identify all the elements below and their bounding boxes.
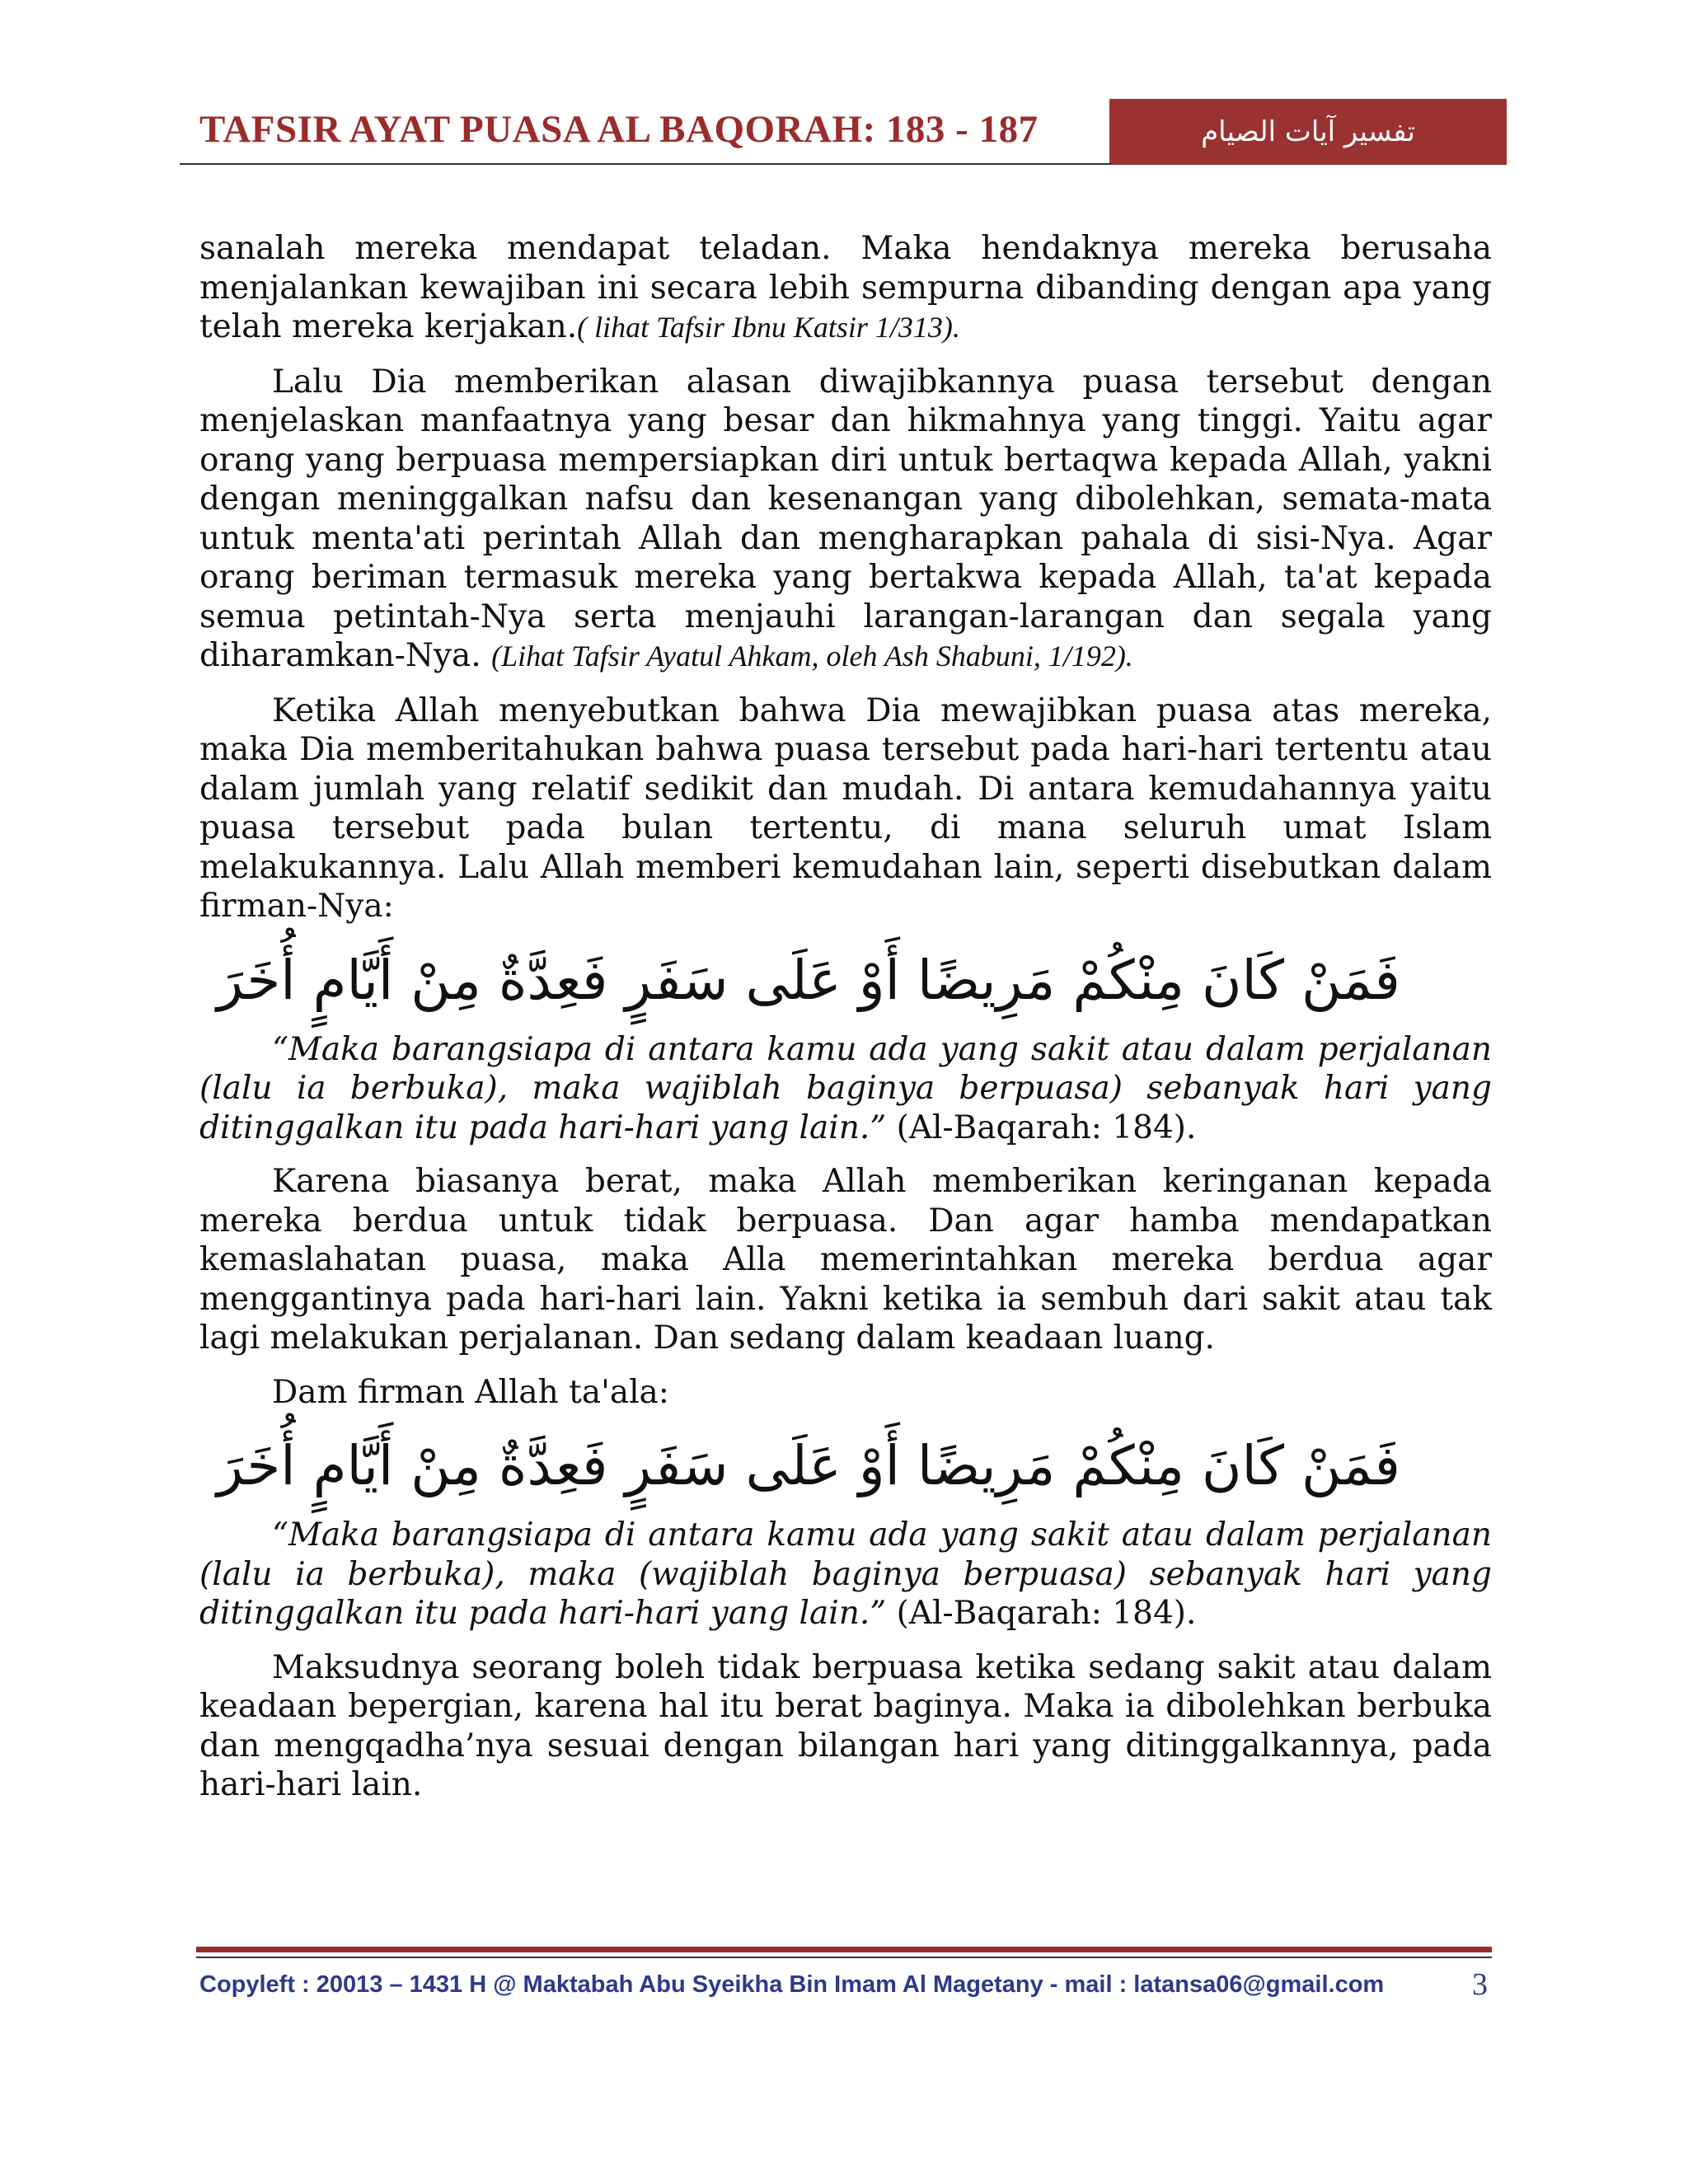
footer-divider-thin <box>196 1957 1492 1958</box>
verse-translation-2 <box>199 1516 1492 1633</box>
citation-ibnu-katsir: ( lihat Tafsir Ibnu Katsir 1/313). <box>577 311 960 344</box>
paragraph-2-text: Lalu Dia memberikan alasan diwajibkannya puasa tersebut dengan menjelaskan manfaatnya yang besar dan hikmahnya yang tinggi. Yaitu agar orang yang berpuasa mempersiapkan diri untuk bertaqwa kepada Allah, yakni dengan meninggalkan nafsu dan kesenangan yang dibolehkan, semata-mata untuk menta'ati perintah Allah dan mengharapkan pahala di sisi-Nya. Agar orang beriman termasuk mereka yang bertakwa kepada Allah, ta'at kepada semua petintah-Nya serta menjauhi larangan-larangan dan segala yang diharamkan-Nya. <box>199 363 1492 674</box>
paragraph-1 <box>199 229 1492 348</box>
paragraph-1-text: sanalah mereka mendapat teladan. Maka hendaknya mereka berusaha menjalankan kewajiban ini secara lebih sempurna dibanding dengan apa yang telah mereka kerjakan. <box>199 230 1492 345</box>
paragraph-3: Ketika Allah menyebutkan bahwa Dia mewajibkan puasa atas mereka, maka Dia memberitahukan bahwa puasa tersebut pada hari-hari tertentu atau dalam jumlah yang relatif sedikit dan mudah. Di antara kemudahannya yaitu puasa tersebut pada bulan tertentu, di mana seluruh umat Islam melakukannya. Lalu Allah memberi kemudahan lain, seperti disebutkan dalam firman-Nya: <box>199 691 1492 925</box>
translation-2-text: “Maka barangsiapa di antara kamu ada yang sakit atau dalam perjalanan (lalu ia berbuka), maka (wajiblah baginya berpuasa) sebanyak hari yang ditinggalkan itu pada hari-hari yang lain.” <box>199 1516 1492 1632</box>
verse-translation-1 <box>199 1030 1492 1148</box>
paragraph-6: Maksudnya seorang boleh tidak berpuasa ketika sedang sakit atau dalam keadaan bepergian, karena hal itu berat baginya. Maka ia dibolehkan berbuka dan mengqadha’nya sesuai dengan bilangan hari yang ditinggalkannya, pada hari-hari lain. <box>199 1648 1492 1803</box>
citation-ash-shabuni: (Lihat Tafsir Ayatul Ahkam, oleh Ash Shabuni, 1/192). <box>491 640 1133 673</box>
document-body <box>199 229 1492 1820</box>
quran-verse-1: فَمَنْ كَانَ مِنْكُمْ مَرِيضًا أَوْ عَلَى سَفَرٍ فَعِدَّةٌ مِنْ أَيَّامٍ أُخَرَ <box>217 948 1400 1012</box>
paragraph-4: Karena biasanya berat, maka Allah memberikan keringanan kepada mereka berdua untuk tidak berpuasa. Dan agar hamba mendapatkan kemaslahatan puasa, maka Alla memerintahkan mereka berdua agar menggantinya pada hari-hari lain. Yakni ketika ia sembuh dari sakit atau tak lagi melakukan perjalanan. Dan sedang dalam keadaan luang. <box>199 1163 1492 1357</box>
translation-1-reference: (Al-Baqarah: 184). <box>886 1108 1197 1146</box>
paragraph-2 <box>199 363 1492 677</box>
translation-1-text: “Maka barangsiapa di antara kamu ada yang sakit atau dalam perjalanan (lalu ia berbuka), maka wajiblah baginya berpuasa) sebanyak hari yang ditinggalkan itu pada hari-hari yang lain.” <box>199 1030 1492 1146</box>
translation-2-reference: (Al-Baqarah: 184). <box>886 1595 1197 1632</box>
footer-divider-thick <box>196 1947 1492 1952</box>
quran-verse-2: فَمَنْ كَانَ مِنْكُمْ مَرِيضًا أَوْ عَلَى سَفَرٍ فَعِدَّةٌ مِنْ أَيَّامٍ أُخَرَ <box>217 1434 1400 1497</box>
page-number: 3 <box>1472 1967 1488 2002</box>
document-title: TAFSIR AYAT PUASA AL BAQORAH: 183 - 187 <box>199 108 1039 151</box>
arabic-title-banner: تفسير آيات الصيام <box>1109 99 1507 165</box>
footer-copyleft: Copyleft : 20013 – 1431 H @ Maktabah Abu Syeikha Bin Imam Al Magetany - mail : latansa06@gmail.com <box>199 1971 1385 1998</box>
header-divider <box>180 163 1111 165</box>
paragraph-5: Dam firman Allah ta'ala: <box>272 1373 669 1411</box>
